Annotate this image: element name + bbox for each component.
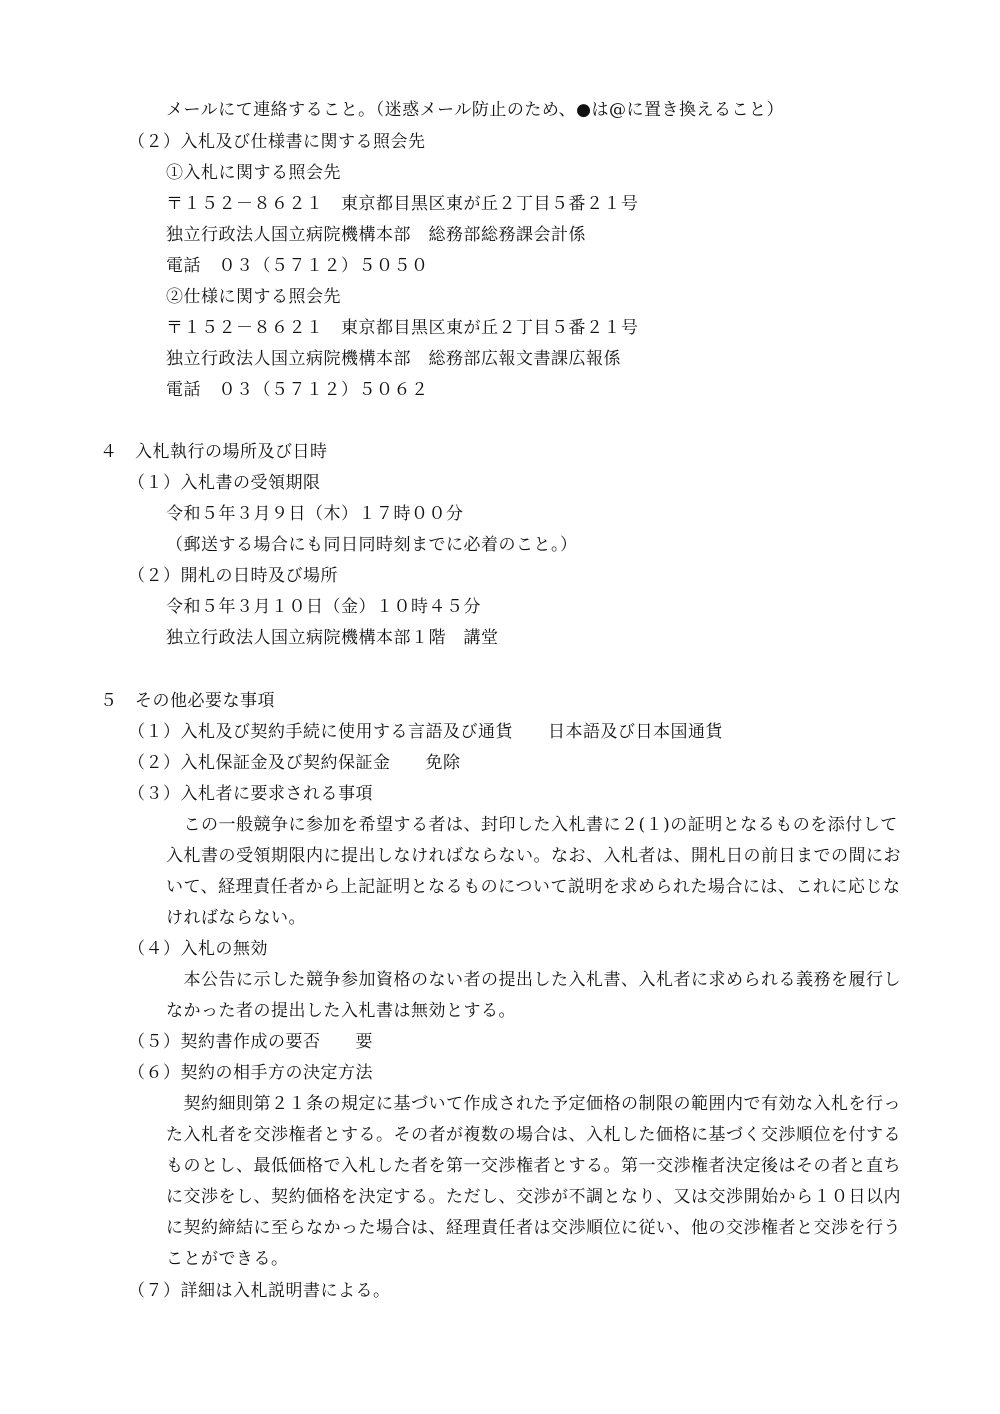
spec-contact-phone: 電話 ０３（５７１２）５０６２ xyxy=(166,380,429,400)
spec-contact-address: 〒１５２－８６２１ 東京都目黒区東が丘２丁目５番２１号 xyxy=(166,318,639,338)
bid-contact-address: 〒１５２－８６２１ 東京都目黒区東が丘２丁目５番２１号 xyxy=(166,194,639,214)
receipt-deadline-heading: （１）入札書の受領期限 xyxy=(128,473,321,493)
bid-contact-title: ①入札に関する照会先 xyxy=(166,163,341,183)
spec-contact-org: 独立行政法人国立病院機構本部 総務部広報文書課広報係 xyxy=(166,349,621,369)
bid-contact-phone: 電話 ０３（５７１２）５０５０ xyxy=(166,256,429,276)
section5-heading: ５ その他必要な事項 xyxy=(100,691,275,711)
section4-heading: ４ 入札執行の場所及び日時 xyxy=(100,442,328,462)
bid-contact-org: 独立行政法人国立病院機構本部 総務部総務課会計係 xyxy=(166,225,586,245)
bid-opening-place: 独立行政法人国立病院機構本部１階 講堂 xyxy=(166,628,499,648)
bidder-requirements-body: この一般競争に参加を希望する者は、封印した入札書に２(１)の証明となるものを添付して入札書の受領期限内に提出しなければならない。なお、入札者は、開札日の前日までの間において、経理責任者から上記証明となるものについて説明を求められた場合には、これに応じなければならない。 xyxy=(166,815,901,928)
receipt-deadline-date: 令和５年３月９日（木）１７時００分 xyxy=(166,504,464,524)
bid-opening-date: 令和５年３月１０日（金）１０時４５分 xyxy=(166,597,481,617)
spec-contact-title: ②仕様に関する照会先 xyxy=(166,287,341,307)
details-item: （７）詳細は入札説明書による。 xyxy=(128,1281,391,1301)
counterparty-method-heading: （６）契約の相手方の決定方法 xyxy=(128,1063,373,1083)
language-currency-item: （１）入札及び契約手続に使用する言語及び通貨 日本語及び日本国通貨 xyxy=(128,722,723,742)
inquiry-heading: （２）入札及び仕様書に関する照会先 xyxy=(128,132,426,152)
counterparty-method-body: 契約細則第２１条の規定に基づいて作成された予定価格の制限の範囲内で有効な入札を行った入札者を交渉権者とする。その者が複数の場合は、入札した価格に基づく交渉順位を付するものとし、最低価格で入札した者を第一交渉権者とする。第一交渉権者決定後はその者と直ちに交渉をし、契約価格を決定する。ただし、交渉が不調となり、又は交渉開始から１０日以内に契約締結に至らなかった場合は、経理責任者は交渉順位に従い、他の交渉権者と交渉を行うことができる。 xyxy=(166,1094,901,1269)
email-note: メールにて連絡すること。（迷惑メール防止のため、●は@に置き換えること） xyxy=(166,100,784,120)
mail-delivery-note: （郵送する場合にも同日同時刻までに必着のこと。） xyxy=(166,535,578,555)
invalid-bid-body: 本公告に示した競争参加資格のない者の提出した入札書、入札者に求められる義務を履行しなかった者の提出した入札書は無効とする。 xyxy=(166,970,901,1021)
bid-opening-heading: （２）開札の日時及び場所 xyxy=(128,566,338,586)
contract-document-item: （５）契約書作成の要否 要 xyxy=(128,1032,373,1052)
bidder-requirements-heading: （３）入札者に要求される事項 xyxy=(128,784,373,804)
invalid-bid-heading: （４）入札の無効 xyxy=(128,939,268,959)
deposit-item: （２）入札保証金及び契約保証金 免除 xyxy=(128,753,461,773)
